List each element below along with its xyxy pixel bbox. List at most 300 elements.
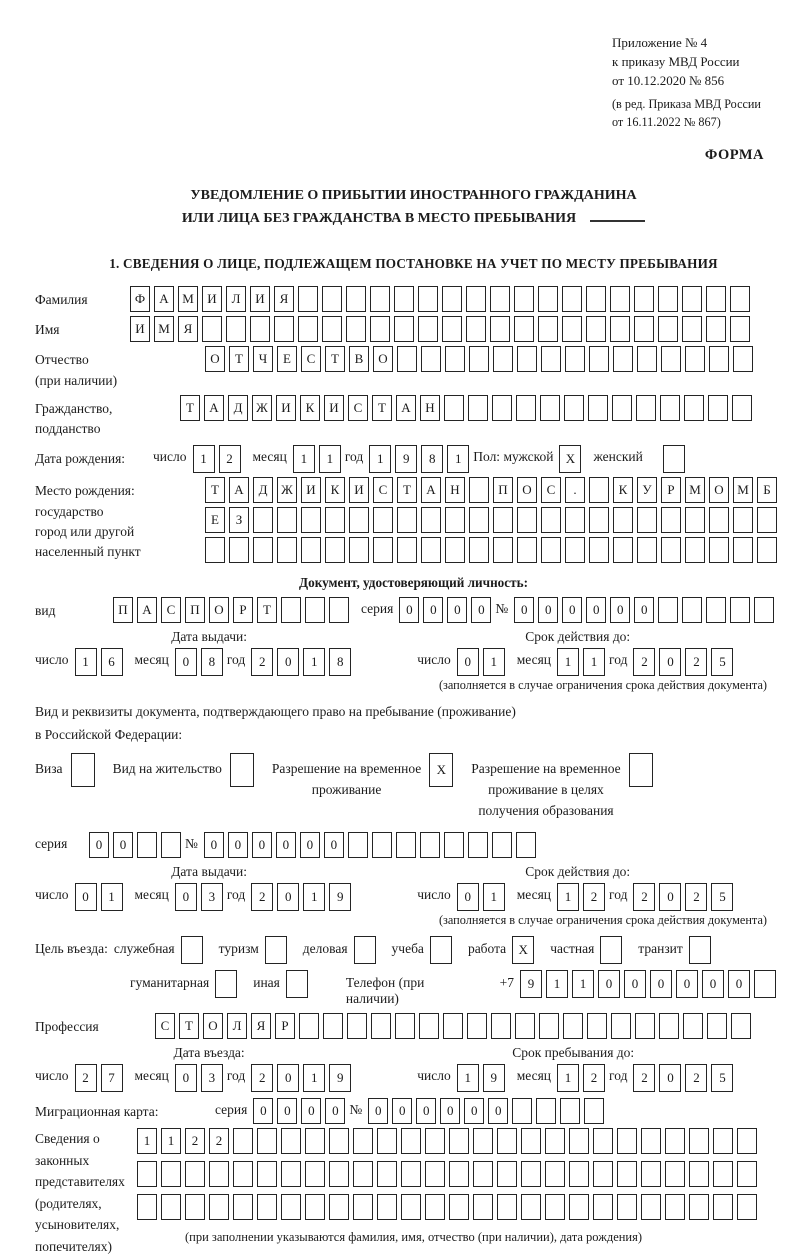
char-cell[interactable]: 9 (483, 1064, 505, 1092)
char-cell[interactable] (641, 1161, 661, 1187)
char-cell[interactable]: 0 (471, 597, 491, 623)
char-cell[interactable] (421, 537, 441, 563)
char-cell[interactable]: 5 (711, 883, 733, 911)
char-cell[interactable] (425, 1161, 445, 1187)
char-cell[interactable]: 0 (457, 648, 479, 676)
char-cell[interactable] (396, 832, 416, 858)
char-cell[interactable]: 1 (161, 1128, 181, 1154)
char-cell[interactable]: Т (180, 395, 200, 421)
char-cell[interactable] (348, 832, 368, 858)
char-cell[interactable] (586, 286, 606, 312)
char-cell[interactable]: Л (227, 1013, 247, 1039)
char-cell[interactable] (323, 1013, 343, 1039)
char-cell[interactable]: 0 (301, 1098, 321, 1124)
char-cell[interactable] (257, 1161, 277, 1187)
char-cell[interactable]: 1 (369, 445, 391, 473)
char-cell[interactable] (370, 316, 390, 342)
char-cell[interactable] (588, 395, 608, 421)
char-cell[interactable]: 0 (659, 883, 681, 911)
char-cell[interactable] (445, 346, 465, 372)
char-cell[interactable] (329, 1128, 349, 1154)
char-cell[interactable] (757, 537, 777, 563)
char-cell[interactable] (521, 1194, 541, 1220)
char-cell[interactable] (444, 395, 464, 421)
char-cell[interactable] (346, 316, 366, 342)
char-cell[interactable]: 8 (421, 445, 443, 473)
char-cell[interactable] (394, 316, 414, 342)
char-cell[interactable] (516, 832, 536, 858)
char-cell[interactable]: 1 (303, 648, 325, 676)
char-cell[interactable]: 0 (392, 1098, 412, 1124)
char-cell[interactable]: 0 (368, 1098, 388, 1124)
char-cell[interactable]: 0 (75, 883, 97, 911)
char-cell[interactable] (713, 1194, 733, 1220)
char-cell[interactable]: 2 (219, 445, 241, 473)
char-cell[interactable]: А (229, 477, 249, 503)
char-cell[interactable]: 1 (303, 1064, 325, 1092)
char-cell[interactable]: 5 (711, 648, 733, 676)
char-cell[interactable] (682, 597, 702, 623)
char-cell[interactable] (708, 395, 728, 421)
char-cell[interactable] (706, 286, 726, 312)
char-cell[interactable] (490, 316, 510, 342)
char-cell[interactable]: 0 (728, 970, 750, 998)
char-cell[interactable] (497, 1194, 517, 1220)
char-cell[interactable] (265, 936, 287, 964)
char-cell[interactable] (492, 832, 512, 858)
char-cell[interactable]: 0 (277, 1064, 299, 1092)
char-cell[interactable]: А (204, 395, 224, 421)
char-cell[interactable] (202, 316, 222, 342)
char-cell[interactable] (593, 1128, 613, 1154)
char-cell[interactable]: М (685, 477, 705, 503)
char-cell[interactable]: 0 (659, 1064, 681, 1092)
char-cell[interactable]: У (637, 477, 657, 503)
char-cell[interactable]: 8 (329, 648, 351, 676)
char-cell[interactable] (733, 507, 753, 533)
char-cell[interactable] (305, 597, 325, 623)
char-cell[interactable]: 3 (201, 883, 223, 911)
char-cell[interactable]: . (565, 477, 585, 503)
char-cell[interactable] (442, 286, 462, 312)
char-cell[interactable] (545, 1161, 565, 1187)
char-cell[interactable] (660, 395, 680, 421)
char-cell[interactable]: И (324, 395, 344, 421)
char-cell[interactable] (449, 1128, 469, 1154)
char-cell[interactable]: 9 (329, 883, 351, 911)
char-cell[interactable] (445, 537, 465, 563)
char-cell[interactable] (611, 1013, 631, 1039)
char-cell[interactable]: 2 (633, 1064, 655, 1092)
char-cell[interactable] (497, 1161, 517, 1187)
char-cell[interactable] (709, 346, 729, 372)
char-cell[interactable] (589, 537, 609, 563)
char-cell[interactable]: Я (274, 286, 294, 312)
char-cell[interactable] (230, 753, 254, 787)
char-cell[interactable] (732, 395, 752, 421)
char-cell[interactable]: 0 (175, 648, 197, 676)
char-cell[interactable]: 0 (447, 597, 467, 623)
char-cell[interactable] (161, 832, 181, 858)
char-cell[interactable] (617, 1128, 637, 1154)
char-cell[interactable] (713, 1161, 733, 1187)
char-cell[interactable] (658, 286, 678, 312)
char-cell[interactable] (419, 1013, 439, 1039)
char-cell[interactable] (397, 537, 417, 563)
char-cell[interactable] (209, 1161, 229, 1187)
char-cell[interactable] (371, 1013, 391, 1039)
char-cell[interactable]: X (512, 936, 534, 964)
char-cell[interactable] (277, 507, 297, 533)
char-cell[interactable]: 0 (488, 1098, 508, 1124)
char-cell[interactable] (215, 970, 237, 998)
char-cell[interactable] (250, 316, 270, 342)
char-cell[interactable] (430, 936, 452, 964)
char-cell[interactable]: П (185, 597, 205, 623)
char-cell[interactable] (684, 395, 704, 421)
char-cell[interactable]: И (301, 477, 321, 503)
char-cell[interactable]: Е (205, 507, 225, 533)
char-cell[interactable]: 1 (572, 970, 594, 998)
char-cell[interactable]: О (373, 346, 393, 372)
char-cell[interactable]: 2 (583, 883, 605, 911)
char-cell[interactable] (565, 346, 585, 372)
char-cell[interactable]: 2 (633, 883, 655, 911)
char-cell[interactable] (636, 395, 656, 421)
char-cell[interactable] (420, 832, 440, 858)
char-cell[interactable]: П (493, 477, 513, 503)
char-cell[interactable]: С (348, 395, 368, 421)
char-cell[interactable]: Л (226, 286, 246, 312)
char-cell[interactable] (733, 537, 753, 563)
char-cell[interactable] (569, 1161, 589, 1187)
char-cell[interactable] (467, 1013, 487, 1039)
char-cell[interactable] (541, 507, 561, 533)
char-cell[interactable] (442, 316, 462, 342)
char-cell[interactable] (370, 286, 390, 312)
char-cell[interactable]: 0 (416, 1098, 436, 1124)
char-cell[interactable]: М (733, 477, 753, 503)
char-cell[interactable]: 0 (276, 832, 296, 858)
char-cell[interactable]: 0 (538, 597, 558, 623)
char-cell[interactable] (469, 346, 489, 372)
char-cell[interactable]: Р (661, 477, 681, 503)
char-cell[interactable]: 1 (75, 648, 97, 676)
char-cell[interactable] (563, 1013, 583, 1039)
char-cell[interactable] (394, 286, 414, 312)
char-cell[interactable] (730, 597, 750, 623)
char-cell[interactable]: 2 (75, 1064, 97, 1092)
char-cell[interactable]: Т (205, 477, 225, 503)
char-cell[interactable] (493, 537, 513, 563)
char-cell[interactable]: 1 (483, 883, 505, 911)
char-cell[interactable]: Ч (253, 346, 273, 372)
char-cell[interactable] (466, 316, 486, 342)
char-cell[interactable]: 0 (598, 970, 620, 998)
char-cell[interactable]: 1 (303, 883, 325, 911)
char-cell[interactable] (665, 1128, 685, 1154)
char-cell[interactable]: 9 (395, 445, 417, 473)
char-cell[interactable]: Т (179, 1013, 199, 1039)
char-cell[interactable] (322, 316, 342, 342)
char-cell[interactable]: И (349, 477, 369, 503)
char-cell[interactable] (517, 346, 537, 372)
char-cell[interactable] (444, 832, 464, 858)
char-cell[interactable] (658, 316, 678, 342)
char-cell[interactable]: 1 (137, 1128, 157, 1154)
char-cell[interactable] (706, 316, 726, 342)
char-cell[interactable] (466, 286, 486, 312)
char-cell[interactable] (610, 316, 630, 342)
char-cell[interactable]: Т (229, 346, 249, 372)
char-cell[interactable]: К (325, 477, 345, 503)
char-cell[interactable] (329, 1194, 349, 1220)
char-cell[interactable] (329, 597, 349, 623)
char-cell[interactable]: В (349, 346, 369, 372)
char-cell[interactable]: 0 (324, 832, 344, 858)
char-cell[interactable] (560, 1098, 580, 1124)
char-cell[interactable] (299, 1013, 319, 1039)
char-cell[interactable]: 1 (193, 445, 215, 473)
char-cell[interactable] (754, 597, 774, 623)
char-cell[interactable] (325, 537, 345, 563)
char-cell[interactable] (137, 1161, 157, 1187)
char-cell[interactable] (469, 477, 489, 503)
char-cell[interactable] (397, 507, 417, 533)
char-cell[interactable] (298, 316, 318, 342)
char-cell[interactable]: 9 (329, 1064, 351, 1092)
char-cell[interactable] (637, 507, 657, 533)
char-cell[interactable]: 7 (101, 1064, 123, 1092)
char-cell[interactable] (469, 507, 489, 533)
char-cell[interactable]: Я (251, 1013, 271, 1039)
char-cell[interactable] (683, 1013, 703, 1039)
char-cell[interactable] (301, 507, 321, 533)
char-cell[interactable] (233, 1161, 253, 1187)
char-cell[interactable] (181, 936, 203, 964)
char-cell[interactable] (418, 316, 438, 342)
char-cell[interactable]: 1 (546, 970, 568, 998)
char-cell[interactable] (562, 316, 582, 342)
char-cell[interactable] (685, 507, 705, 533)
char-cell[interactable] (665, 1161, 685, 1187)
char-cell[interactable] (305, 1161, 325, 1187)
char-cell[interactable] (281, 1161, 301, 1187)
char-cell[interactable] (733, 346, 753, 372)
char-cell[interactable] (707, 1013, 727, 1039)
char-cell[interactable] (512, 1098, 532, 1124)
char-cell[interactable] (562, 286, 582, 312)
char-cell[interactable]: Я (178, 316, 198, 342)
char-cell[interactable]: 1 (457, 1064, 479, 1092)
char-cell[interactable] (253, 537, 273, 563)
char-cell[interactable]: 2 (251, 883, 273, 911)
char-cell[interactable]: О (205, 346, 225, 372)
char-cell[interactable]: А (396, 395, 416, 421)
char-cell[interactable] (731, 1013, 751, 1039)
char-cell[interactable] (401, 1161, 421, 1187)
char-cell[interactable] (593, 1194, 613, 1220)
char-cell[interactable] (281, 1194, 301, 1220)
char-cell[interactable] (709, 537, 729, 563)
char-cell[interactable]: 0 (89, 832, 109, 858)
char-cell[interactable] (226, 316, 246, 342)
char-cell[interactable] (377, 1128, 397, 1154)
char-cell[interactable] (658, 597, 678, 623)
char-cell[interactable] (612, 395, 632, 421)
char-cell[interactable]: А (154, 286, 174, 312)
char-cell[interactable] (540, 395, 560, 421)
char-cell[interactable] (469, 537, 489, 563)
char-cell[interactable] (257, 1194, 277, 1220)
char-cell[interactable] (617, 1161, 637, 1187)
char-cell[interactable] (305, 1128, 325, 1154)
char-cell[interactable]: 0 (277, 648, 299, 676)
char-cell[interactable]: Т (372, 395, 392, 421)
char-cell[interactable] (737, 1161, 757, 1187)
char-cell[interactable]: 0 (457, 883, 479, 911)
char-cell[interactable] (372, 832, 392, 858)
char-cell[interactable] (569, 1128, 589, 1154)
char-cell[interactable] (425, 1194, 445, 1220)
char-cell[interactable] (286, 970, 308, 998)
char-cell[interactable] (373, 507, 393, 533)
char-cell[interactable] (209, 1194, 229, 1220)
char-cell[interactable]: М (178, 286, 198, 312)
char-cell[interactable]: С (541, 477, 561, 503)
char-cell[interactable]: 0 (562, 597, 582, 623)
char-cell[interactable] (737, 1194, 757, 1220)
char-cell[interactable]: 3 (201, 1064, 223, 1092)
char-cell[interactable] (137, 832, 157, 858)
char-cell[interactable]: 2 (685, 883, 707, 911)
char-cell[interactable] (253, 507, 273, 533)
char-cell[interactable] (229, 537, 249, 563)
char-cell[interactable] (754, 970, 776, 998)
char-cell[interactable]: 0 (325, 1098, 345, 1124)
char-cell[interactable]: А (137, 597, 157, 623)
char-cell[interactable] (353, 1161, 373, 1187)
char-cell[interactable] (661, 537, 681, 563)
char-cell[interactable]: 0 (113, 832, 133, 858)
char-cell[interactable]: 0 (277, 1098, 297, 1124)
char-cell[interactable] (757, 507, 777, 533)
char-cell[interactable]: О (203, 1013, 223, 1039)
char-cell[interactable] (493, 507, 513, 533)
char-cell[interactable] (634, 316, 654, 342)
char-cell[interactable] (709, 507, 729, 533)
char-cell[interactable]: 2 (209, 1128, 229, 1154)
char-cell[interactable]: 0 (624, 970, 646, 998)
char-cell[interactable] (610, 286, 630, 312)
char-cell[interactable] (730, 316, 750, 342)
char-cell[interactable] (539, 1013, 559, 1039)
char-cell[interactable] (663, 445, 685, 473)
char-cell[interactable]: Н (445, 477, 465, 503)
char-cell[interactable] (661, 507, 681, 533)
char-cell[interactable] (491, 1013, 511, 1039)
char-cell[interactable] (301, 537, 321, 563)
char-cell[interactable] (233, 1194, 253, 1220)
char-cell[interactable] (205, 537, 225, 563)
char-cell[interactable] (541, 346, 561, 372)
char-cell[interactable]: С (301, 346, 321, 372)
char-cell[interactable] (521, 1128, 541, 1154)
char-cell[interactable]: 0 (253, 1098, 273, 1124)
char-cell[interactable] (493, 346, 513, 372)
char-cell[interactable] (298, 286, 318, 312)
char-cell[interactable] (325, 507, 345, 533)
char-cell[interactable]: 2 (685, 1064, 707, 1092)
char-cell[interactable]: О (709, 477, 729, 503)
char-cell[interactable] (353, 1128, 373, 1154)
char-cell[interactable]: 0 (175, 1064, 197, 1092)
char-cell[interactable] (635, 1013, 655, 1039)
char-cell[interactable]: А (421, 477, 441, 503)
char-cell[interactable]: 2 (685, 648, 707, 676)
char-cell[interactable] (600, 936, 622, 964)
char-cell[interactable]: 1 (483, 648, 505, 676)
char-cell[interactable] (545, 1128, 565, 1154)
char-cell[interactable]: Ж (277, 477, 297, 503)
char-cell[interactable] (473, 1128, 493, 1154)
char-cell[interactable] (661, 346, 681, 372)
char-cell[interactable] (347, 1013, 367, 1039)
char-cell[interactable] (613, 537, 633, 563)
char-cell[interactable] (517, 507, 537, 533)
char-cell[interactable]: 9 (520, 970, 542, 998)
char-cell[interactable] (521, 1161, 541, 1187)
char-cell[interactable] (71, 753, 95, 787)
char-cell[interactable] (305, 1194, 325, 1220)
char-cell[interactable]: Ж (252, 395, 272, 421)
char-cell[interactable] (589, 477, 609, 503)
char-cell[interactable]: 0 (514, 597, 534, 623)
char-cell[interactable] (257, 1128, 277, 1154)
char-cell[interactable]: 0 (586, 597, 606, 623)
char-cell[interactable] (161, 1161, 181, 1187)
char-cell[interactable] (492, 395, 512, 421)
char-cell[interactable] (322, 286, 342, 312)
char-cell[interactable] (564, 395, 584, 421)
char-cell[interactable]: М (154, 316, 174, 342)
char-cell[interactable] (185, 1161, 205, 1187)
char-cell[interactable]: 0 (228, 832, 248, 858)
char-cell[interactable] (641, 1194, 661, 1220)
char-cell[interactable] (401, 1128, 421, 1154)
char-cell[interactable] (353, 1194, 373, 1220)
char-cell[interactable]: 1 (557, 883, 579, 911)
char-cell[interactable] (641, 1128, 661, 1154)
char-cell[interactable]: Б (757, 477, 777, 503)
char-cell[interactable]: 1 (319, 445, 341, 473)
char-cell[interactable]: К (613, 477, 633, 503)
char-cell[interactable] (425, 1128, 445, 1154)
char-cell[interactable] (737, 1128, 757, 1154)
char-cell[interactable]: 0 (399, 597, 419, 623)
char-cell[interactable]: 0 (252, 832, 272, 858)
char-cell[interactable] (421, 507, 441, 533)
char-cell[interactable] (329, 1161, 349, 1187)
char-cell[interactable]: 1 (293, 445, 315, 473)
char-cell[interactable]: 0 (423, 597, 443, 623)
char-cell[interactable] (418, 286, 438, 312)
char-cell[interactable] (659, 1013, 679, 1039)
char-cell[interactable]: 0 (676, 970, 698, 998)
char-cell[interactable] (685, 346, 705, 372)
char-cell[interactable] (397, 346, 417, 372)
char-cell[interactable] (584, 1098, 604, 1124)
